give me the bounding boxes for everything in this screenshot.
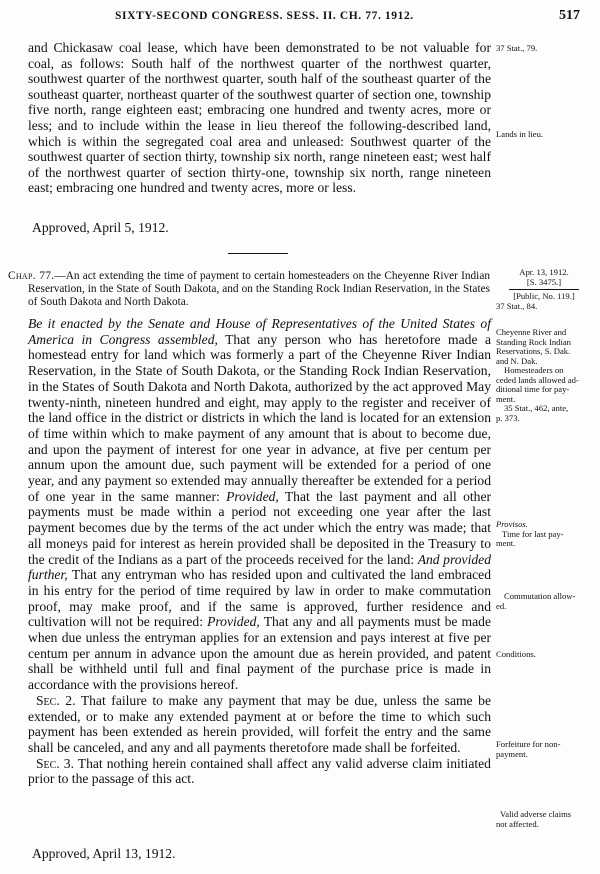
margin-note-stat79: 37 Stat., 79. <box>496 43 538 53</box>
margin-note-commutation: Commutation allow- ed. <box>496 591 576 611</box>
margin-note-provisos: Provisos. Time for last pay- ment. <box>496 519 564 549</box>
page-header <box>0 8 600 28</box>
enacting-clause: Be it enacted by the Senate and House of Representatives of the United States of America in Congress assembled, <box>28 316 491 347</box>
chapter-heading <box>8 270 490 309</box>
continued-paragraph: and Chickasaw coal lease, which have been demonstrated to be not valuable for coal, as follows: South half of the northwest quarter of the northwest quarter, southwest quarter of the northwest quarter, south half of the southeast quarter of the southeast quarter, northeast quarter of the southwest quarter of section one, township five north, range eighteen east; embracing one hundred and twenty acres, more or less; and to include within the lease in lieu thereof the following-described land, which is within the segregated coal area and unleased: Southwest quarter of the southwest quarter of section thirty, township six north, range nineteen east; west half of the northwest quarter of section thirty-one, township six north, range nineteen east; embracing one hundred and twenty acres, more or less. <box>28 40 491 196</box>
margin-rule <box>509 289 579 290</box>
para-2: That the last payment and all other payments must be made within a period not exceeding one year after the last payment becomes due by the terms of the act under which the entry was made; that all moneys paid for interest as herein provided shall be deposited in the Treasury to the credit of the Indians as a part of the proceeds received for the land: <box>28 488 491 567</box>
margin-note-homesteaders: Homesteaders on ceded lands allowed ad- ditional time for pay- ment. <box>496 365 579 404</box>
sec-3-label: Sec. 3. <box>36 755 74 771</box>
chapter-title: —An act extending the time of payment to certain homesteaders on the Cheyenne River Indian Reservation, in the State of South Dakota, and on the Standing Rock Indian Reservation, in the States of South Dakota and North Dakota. <box>28 270 490 308</box>
section-2 <box>28 693 491 756</box>
page-number: 517 <box>559 8 580 23</box>
margin-note-lands-in-lieu: Lands in lieu. <box>496 129 544 139</box>
margin-note-forfeiture: Forfeiture for non- payment. <box>496 739 561 759</box>
running-title: SIXTY-SECOND CONGRESS. SESS. II. CH. 77. 1912. <box>115 10 414 22</box>
approved-date-second: Approved, April 13, 1912. <box>32 846 176 861</box>
act-body <box>28 316 491 787</box>
approved-date-first: Approved, April 5, 1912. <box>32 220 169 235</box>
para-1: That any person who has heretofore made a homestead entry for land which was formerly a part of the Cheyenne River Indian Reservation, in the State of South Dakota, or the Standing Rock Indian Reservation, in the States of South Dakota and North Dakota, authorized by the act approved May twenty-ninth, nineteen hundred and eight, may apply to the register and receiver of the land office in the district or districts in which the land is located for an extension of time within which to make payment of any amount that is about to become due, and upon the payment of interest for one year in advance, at five per centum per annum upon the amount due, such payment will be extended for a period of one year, and any payment so extended may annually thereafter be extended for a period of one year in the same manner: <box>28 331 491 504</box>
proviso-1: Provided, <box>226 488 279 504</box>
margin-note-chapter-info: Apr. 13, 1912. [S. 3475.] [Public, No. 119.] 37 Stat., 84. <box>496 268 592 311</box>
proviso-further: And provided further, <box>28 551 491 583</box>
enacting-paragraph <box>28 316 491 693</box>
section-divider <box>228 253 288 254</box>
sec-2-label: Sec. 2. <box>36 692 76 708</box>
para-3: That any entryman who has resided upon and cultivated the land embraced in his entry for the period of time required by law in order to make commutation proof, may make proof, and if the same is approved, further residence and cultivation will not be required: <box>28 567 492 630</box>
para-4: That any and all payments must be made when due unless the entryman applies for an extension and pays interest at five per centum per annum in advance upon the amount due as herein provided, and patent shall be withheld until full and final payment of the purchase price is made in accordance with the provisions hereof. <box>28 614 491 693</box>
margin-note-stat35: 35 Stat., 462, ante, p. 373. <box>496 403 569 423</box>
sec-3-text: That nothing herein contained shall affect any valid adverse claim initiated prior to the passage of this act. <box>28 755 491 787</box>
chapter-label: Chap. 77. <box>8 270 55 282</box>
sec-2-text: That failure to make any payment that may be due, unless the same be extended, or to make any extended payment at or before the time to which such payment has been extended as herein provided, will forfeit the entry and the same shall be canceled, and any and all payments theretofore made shall be forfeited. <box>28 692 491 755</box>
proviso-2: Provided, <box>207 614 260 630</box>
section-3 <box>28 756 491 787</box>
margin-note-conditions: Conditions. <box>496 649 536 659</box>
margin-note-cheyenne: Cheyenne River and Standing Rock Indian Reservations, S. Dak. and N. Dak. <box>496 327 571 366</box>
margin-note-valid-adverse: Valid adverse claims not affected. <box>496 809 572 829</box>
continued-section-text <box>28 40 491 196</box>
